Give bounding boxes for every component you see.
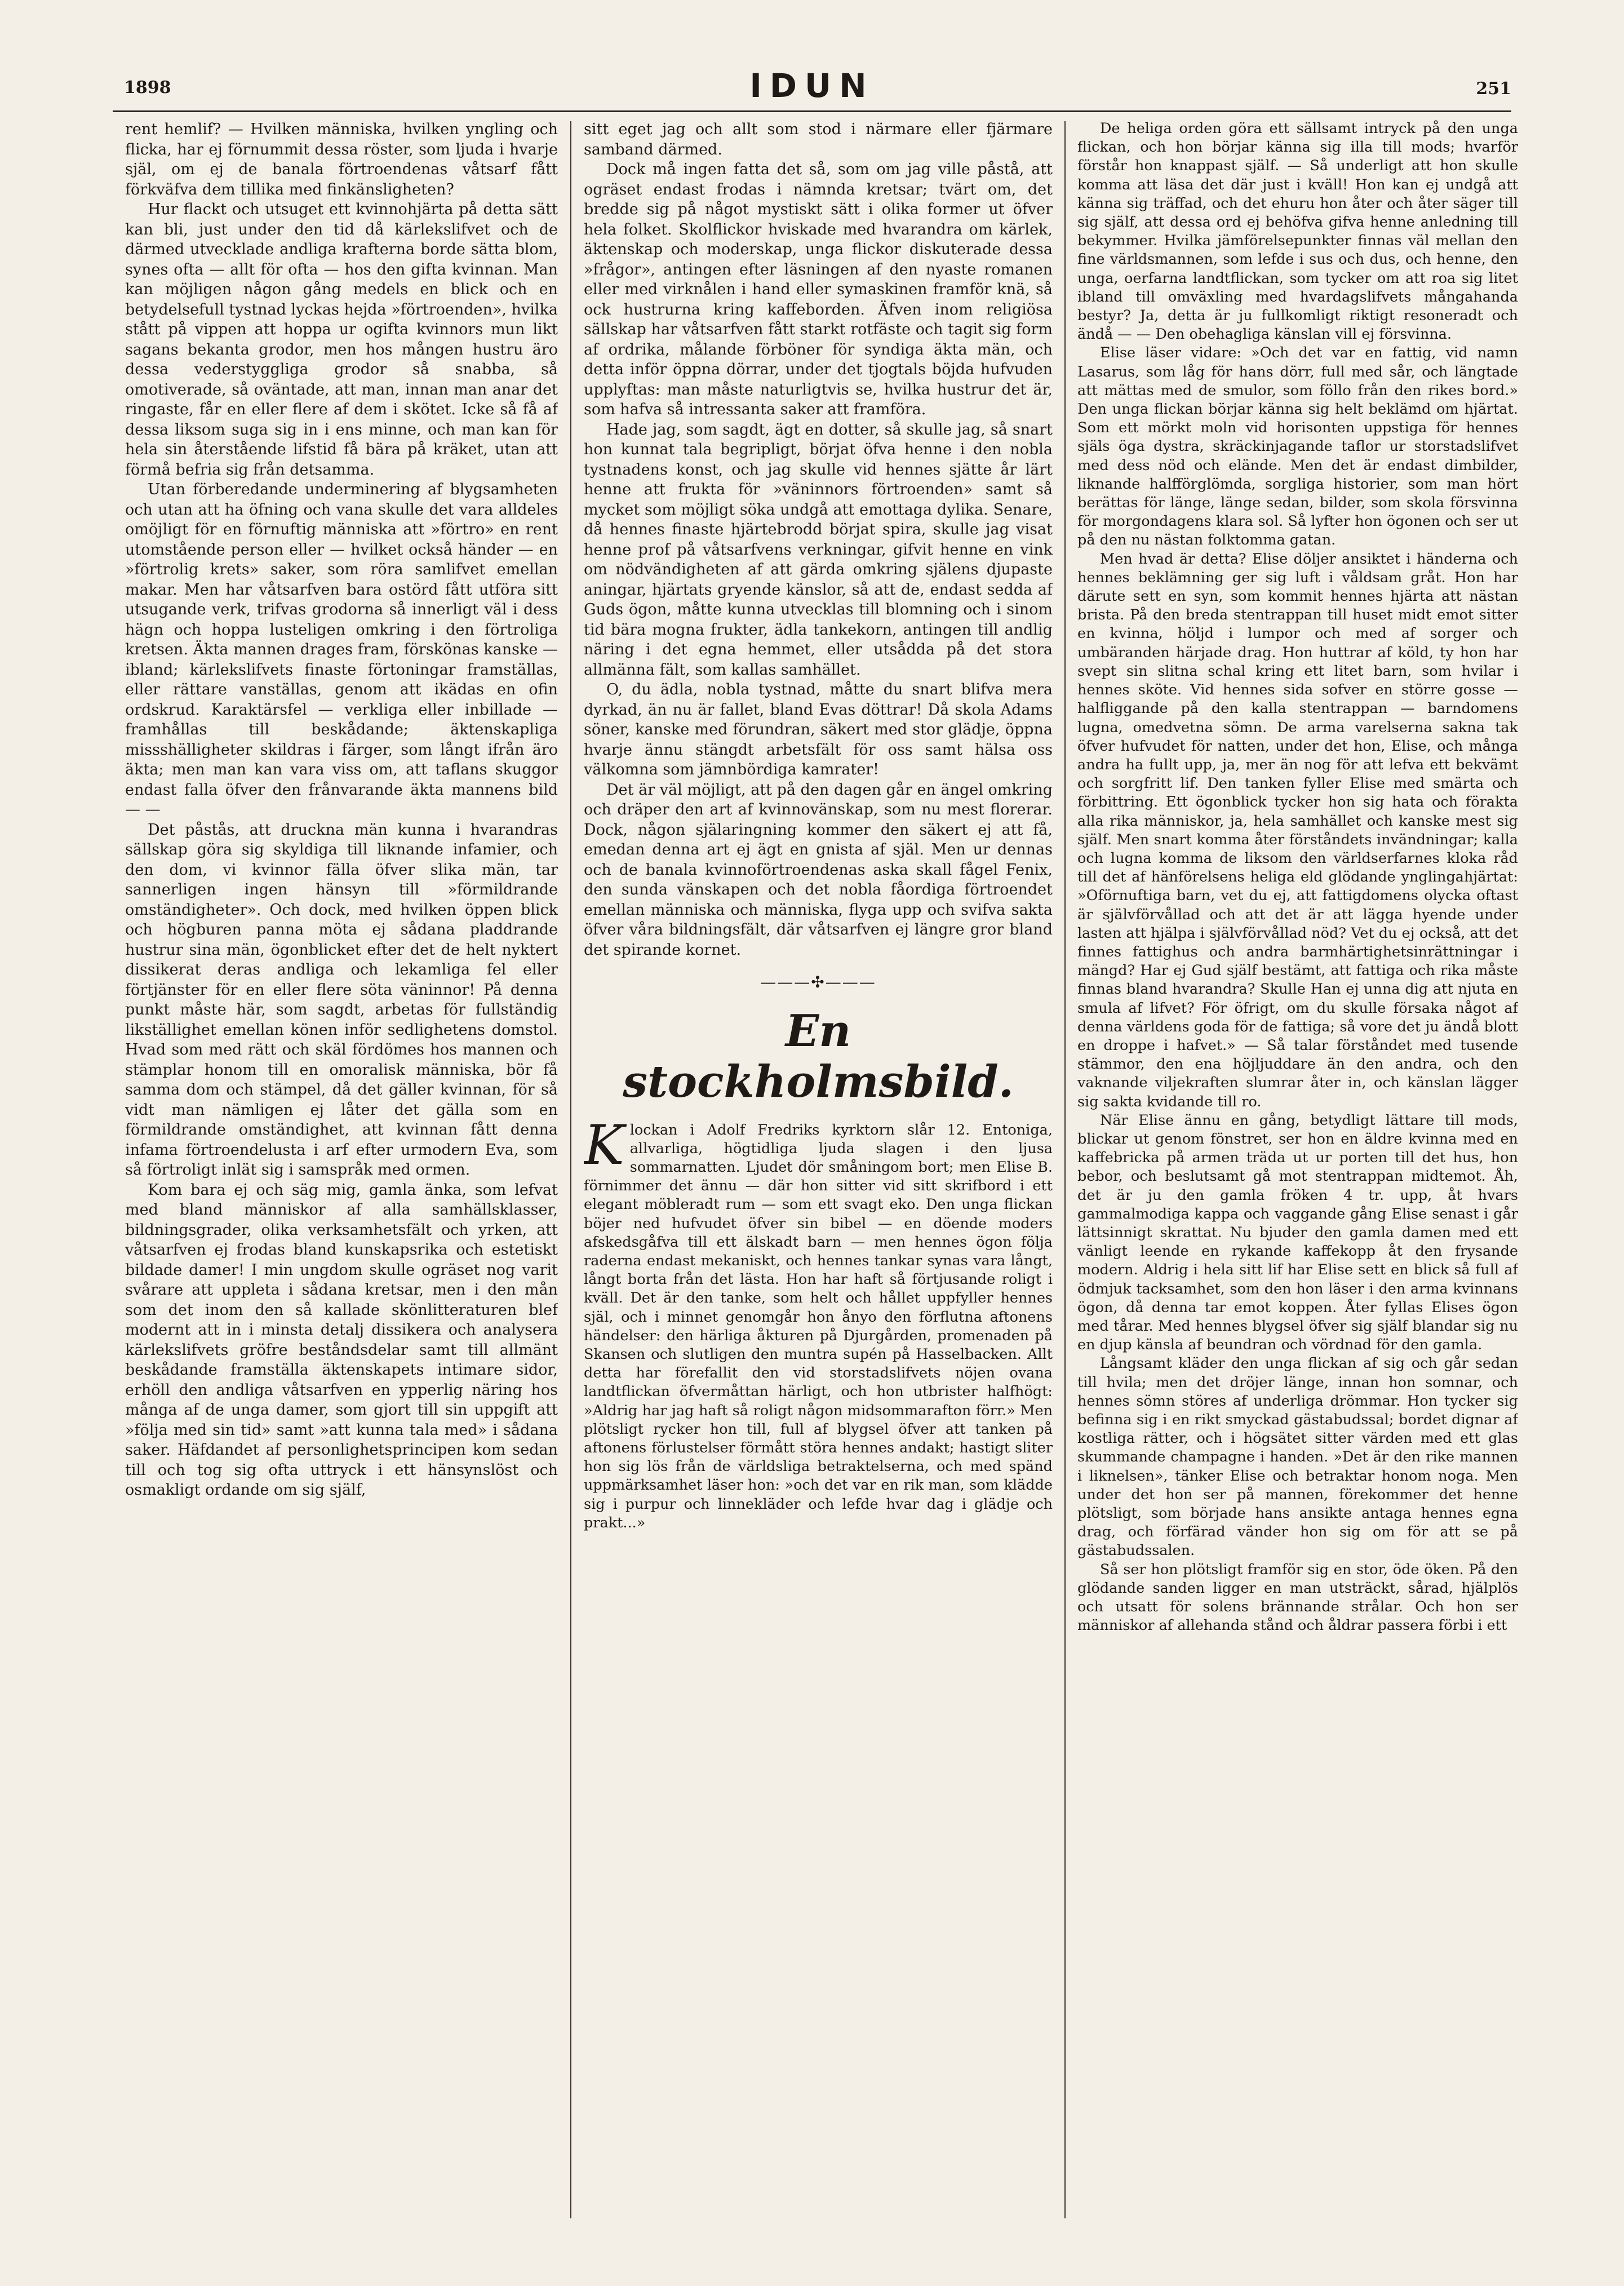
paragraph: O, du ädla, nobla tystnad, måtte du snart blifva mera dyrkad, än nu är fallet, bland Evas döttrar! Då skola Adams söner, kanske med förundran, säkert med stor glädje, öppna hvarje ännu stängdt arbetsfält för oss samt hälsa oss välkomna som jämnbördiga kamrater! bbox=[584, 681, 1053, 778]
issue-year: 1898 bbox=[124, 78, 171, 98]
paragraph: Det påstås, att druckna män kunna i hvarandras sällskap göra sig skyldiga till liknande infamier, och den dom, vi kvinnor fälla öfver slika män, tar sannerligen ingen hänsyn till »förmildrande omständigheter». Och dock, med hvilken öppen blick och högburen panna möta ej sådana pladdrande hustrur sina män, ögonblicket efter det de helt nyktert dissikerat deras andliga och lekamliga fel eller förtjänster för en eller flere söta väninnor! På denna punkt måste här, som sagdt, arbetas för fullständig likställighet emellan könen inför sedlighetens domstol. Hvad som med rätt och skäl fördömes hos mannen och stämplar honom till en omoralisk människa, bör få samma dom och stämpel, då det gäller kvinnan, för så vidt man nämligen ej låter det gälla som en förmildrande omständighet, att kvinnan fått denna infama förtroendelusta i arf efter urmodern Eva, som så förtroligt inlät sig i samspråk med ormen. bbox=[125, 821, 558, 1179]
paragraph: När Elise ännu en gång, betydligt lättare till mods, blickar ut genom fönstret, ser hon en äldre kvinna med en kaffebricka på armen träda ut ur porten till det hus, hon bebor, och beslutsamt gå mot stentrappan midtemot. Åh, det är ju den gamla fröken 4 tr. upp, åt hvars gammalmodiga kappa och vaggande gång Elise senast i går lättsinnigt skrattat. Nu bjuder den gamla damen med ett vänligt leende en rykande kaffekopp åt den frysande modern. Aldrig i hela sitt lif har Elise sett en blick så full af ödmjuk tacksamhet, som den hon läser i den arma kvinnans ögon, då denna tar emot koppen. Åter fyllas Elises ögon med tårar. Med hennes blygsel öfver sig själf blandar sig nu en djup känsla af beundran och vördnad för den gamla. bbox=[1077, 1111, 1518, 1354]
paragraph: Kom bara ej och säg mig, gamla änka, som lefvat med bland människor af alla samhällsklasser, bildningsgrader, olika verksamhetsfält och yrken, att våtsarfven ej frodas bland kunskapsrika och estetiskt bildade damer! I min ungdom skulle ogräset nog varit svårare att uppleta i sådana kretsar, men i den mån som det inom den så kallade skönlitteraturen blef modernt att in i minsta detalj dissikera och analysera kärlekslifvets gröfre beståndsdelar samt till allmänt beskådande framställa äktenskapets intimare sidor, erhöll den andliga våtsarfven en ypperlig näring hos många af de unga damer, som gjort till sin uppgift att »följa med sin tid» samt »att kunna tala med» i sådana saker. Häfdandet af personlighetsprincipen kom sedan till och tog sig ofta uttryck i ett hänsynslöst och osmakligt ordande om sig själf, bbox=[125, 1181, 558, 1499]
article-body bbox=[584, 1113, 1053, 1532]
paragraph: Men hvad är detta? Elise döljer ansiktet i händerna och hennes beklämning ger sig luft i våldsam gråt. Hon har därute sett en syn, som kommit hennes hjärta att nästan brista. På den breda stentrappan till huset midt emot sitter en kvinna, höljd i lumpor och med af sorger och umbäranden härjade drag. Hon huttrar af köld, ty hon har svept sin slitna schal kring ett litet barn, som hvilar i hennes sköte. Vid hennes sida sofver en större gosse — halfliggande på den kalla stentrappan — barndomens lugna, omedvetna sömn. De arma varelserna sakna tak öfver hufvudet för natten, under det hon, Elise, och många andra ha fullt upp, ja, mer än nog för att lefva ett bekvämt och sorgfritt lif. Den tanken fyller Elise med smärta och förbittring. Ett ögonblick tycker hon sig hata och förakta alla rika människor, ja, hela samhället och kanske mest sig själf. Men snart komma åter förståndets invändningar; kalla och lugna komma de liksom den världserfarnes kloka råd till det af hänförelsens heliga eld glödande ynglingahjärtat: »Oförnuftiga barn, vet du ej, att fattigdomens olycka oftast är självförvållad och att det är att lägga hyende under lasten att hjälpa i självförvållad nöd? Vet du ej också, att det finnes fattighus och andra barmhärtighetsinrättningar i mängd? Har ej Gud själf bestämt, att fattiga och rika måste finnas bland hvarandra? Skulle Han ej unna dig att njuta en smula af lifvet? För öfrigt, om du skulle försaka något af denna världens goda för de fattiga; så vore det ju ändå blott en droppe i hafvet.» — Så talar förståndet med tusende stämmor, den ena höjljuddare än den andra, och den vaknande viljekraften slumrar åter in, och känslan lägger sig sakta kvidande till ro. bbox=[1077, 550, 1518, 1110]
paragraph: Hur flackt och utsuget ett kvinnohjärta på detta sätt kan bli, just under den tid då kärlekslifvet och de därmed utvecklade andliga krafterna borde sätta blom, synes ofta — allt för ofta — hos den gifta kvinnan. Man kan möjligen någon gång medels en blick och en betydelsefull tystnad lyckas hejda »förtroenden», hvilka stått på vippen att hoppa ur ogifta kvinnors mun likt sagans bekanta grodor, men hos mången hustru äro dessa vederstyggliga grodor så snabba, så omotiverade, så oväntade, att man, innan man anar det ringaste, får en eller flere af dem i skötet. Icke så få af dessa liksom suga sig in i ens minne, och man kan för hela sin återstående lifstid få bära på kräket, utan att förmå befria sig från detsamma. bbox=[125, 201, 558, 479]
masthead-title: IDUN bbox=[749, 67, 875, 105]
page-number: 251 bbox=[1476, 79, 1511, 99]
article-lead-paragraph bbox=[584, 1113, 1053, 1532]
page-header bbox=[90, 67, 1534, 112]
paragraph: Så ser hon plötsligt framför sig en stor, öde öken. På den glödande sanden ligger en man utsträckt, sårad, hjälplös och utsatt för solens brännande strålar. Och hon ser människor af allehanda stånd och åldrar passera förbi i ett bbox=[1077, 1561, 1518, 1634]
paragraph: Det är väl möjligt, att på den dagen går en ängel omkring och dräper den art af kvinnovänskap, som nu mest florerar. Dock, någon själaringning kommer den säkert ej att få, emedan denna art ej ägt en gnista af själ. Men ur dennas och de banala kvinnoförtroendenas aska skall fågel Fenix, den sunda vänskapen och det nobla fåordiga förtroendet emellan människa och människa, flyga upp och svifva sakta öfver våra bildningsfält, där våtsarfven ej längre gror bland det spirande kornet. bbox=[584, 781, 1053, 959]
column-divider-2 bbox=[1064, 121, 1066, 2218]
column-1 bbox=[125, 119, 558, 2207]
paragraph: rent hemlif? — Hvilken människa, hvilken yngling och flicka, har ej förnummit dessa röster, som ljuda i hvarje själ, om ej de banala förtroendenas våtsarf fått förkväfva dem tillika med finkänsligheten? bbox=[125, 121, 558, 198]
header-rule bbox=[113, 110, 1511, 112]
drop-cap: K bbox=[584, 1113, 624, 1177]
paragraph: Hade jag, som sagdt, ägt en dotter, så skulle jag, så snart hon kunnat tala begripligt, börjat öfva henne i den nobla tystnadens konst, och jag skulle vid hennes sjätte år lärt henne att frukta för »väninnors förtroenden» samt så mycket som möjligt söka undgå att emottaga dylika. Senare, då hennes finaste hjärtebrodd börjat spira, skulle jag visat henne prof på våtsarfvens verkningar, gifvit henne en vink om nödvändigheten af att gärda omkring själens djupaste aningar, hjärtats gryende känslor, så att de, endast sedda af Guds ögon, måtte kunna utvecklas till blomning och i sinom tid bära mogna frukter, ädla tankekorn, antingen till andlig näring i det egna hemmet, eller utsådda på det stora allmänna fält, som kallas samhället. bbox=[584, 420, 1053, 679]
paragraph: sitt eget jag och allt som stod i närmare eller fjärmare samband därmed. bbox=[584, 121, 1053, 158]
section-divider: ———✣——— bbox=[760, 973, 876, 991]
article-text: lockan i Adolf Fredriks kyrktorn slår 12. Entoniga, allvarliga, högtidliga ljuda slagen i den ljusa sommarnatten. Ljudet dör småningom bort; men Elise B. förnimmer det ännu — där hon sitter vid sitt skrifbord i ett elegant möbleradt rum — som ett svagt eko. Den unga flickan böjer ned hufvudet öfver sin bibel — en döende moders afskedsgåfva till ett älskadt barn — men hennes ögon följa raderna endast mekaniskt, och hennes tankar synas vara långt, långt borta från det lästa. Hon har haft så förtjusande roligt i kväll. Det är den tanke, som helt och hållet uppfyller hennes själ, och i minnet genomgår hon ånyo den förflutna aftonens händelser: den härliga åkturen på Djurgården, promenaden på Skansen och slutligen den muntra supén på Hasselbacken. Allt detta har förefallit den vid storstadslifvets nöjen ovana landtflickan öfvermåttan härligt, och hon utbrister halfhögt: »Aldrig har jag haft så roligt någon midsommarafton förr.» Men plötsligt rycker hon till, full af blygsel öfver att tanken på aftonens förlustelser förmått störa hennes andakt; hastigt sliter hon sig lös från de världsliga betraktelserna, och med spänd uppmärksamhet läser hon: »och det var en rik man, som klädde sig i purpur och linnekläder och lefde hvar dag i glädje och prakt...» bbox=[584, 1121, 1053, 1531]
column-2 bbox=[584, 119, 1053, 2207]
column-3 bbox=[1077, 119, 1518, 2207]
article-title: En stockholmsbild. bbox=[623, 1005, 1014, 1107]
column-divider-1 bbox=[570, 121, 571, 2218]
paragraph: De heliga orden göra ett sällsamt intryck på den unga flickan, och hon börjar känna sig illa till mods; hvarför förstår hon knappast själf. — Så underligt att hon skulle komma att läsa det där just i kväll! Hon kan ej undgå att känna sig träffad, och det ehuru hon åter och åter säger till sig själf, att dessa ord ej behöfva gifva henne anledning till bekymmer. Hvilka jämförelsepunkter finnas väl mellan den fine världsmannen, som lefde i sus och dus, och henne, den unga, oerfarna landtflickan, som tycker om att roa sig litet ibland till omväxling med hvardagslifvets mångahanda bestyr? Ja, detta är ju fullkomligt riktigt resoneradt och ändå — — Den obehagliga känslan vill ej försvinna. bbox=[1077, 120, 1518, 343]
paragraph: Långsamt kläder den unga flickan af sig och går sedan till hvila; men det dröjer länge, innan hon somnar, och hennes sömn störes af underliga drömmar. Hon tycker sig befinna sig i en rikt smyckad gästabudssal; bordet dignar af kostliga rätter, och i högsätet sitter värden med ett glas skummande champagne i handen. »Det är den rike mannen i liknelsen», tänker Elise och betraktar honom noga. Men under det hon ser på mannen, förekommer det henne plötsligt, som började hans ansikte antaga hennes egna drag, och förfärad vänder hon sig om för att se på gästabudssalen. bbox=[1077, 1355, 1518, 1560]
paragraph: Elise läser vidare: »Och det var en fattig, vid namn Lasarus, som låg för hans dörr, full med sår, och längtade att mättas med de smulor, som föllo från den rikes bord.» Den unga flickan börjar känna sig helt beklämd om hjärtat. Som ett mörkt moln vid horisonten uppstiga för hennes själs öga dystra, skräckinjagande taflor ur storstadslifvet med dess nöd och elände. Men det är endast dimbilder, liknande halfförglömda, sorgliga historier, som man hört berättas för länge, länge sedan, bilder, som skola försvinna för morgondagens klara sol. Så lyfter hon ögonen och ser ut på den nu nästan folktomma gatan. bbox=[1077, 344, 1518, 549]
paragraph: Utan förberedande underminering af blygsamheten och utan att ha öfning och vana skulle det vara alldeles omöjligt för en förnuftig människa att »förtro» en rent utomstående person eller — hvilket också händer — en »förtrolig krets» saker, som röra samlifvet emellan makar. Men har våtsarfven bara ostörd fått utföra sitt utsugande verk, trifvas grodorna så innerligt väl i dess hägn och hoppa lusteligen omkring i den förtroliga kretsen. Äkta mannen drages fram, förskönas kanske — ibland; kärlekslifvets finaste förtoningar framställas, eller rättare vanställas, genom att ikädas en ofin ordskrud. Karaktärsfel — verkliga eller inbillade — framhållas till beskådande; äktenskapliga missshälligheter skildras i färger, som långt ifrån äro äkta; men man kan vara viss om, att taflans skuggor endast falla öfver den frånvarande äkta mannens bild — — bbox=[125, 481, 558, 818]
paragraph: Dock må ingen fatta det så, som om jag ville påstå, att ogräset endast frodas i nämnda kretsar; tvärt om, det bredde sig på något mystiskt sätt i olika former ut öfver hela folket. Skolflickor hviskade med hvarandra om kärlek, äktenskap och moderskap, unga flickor diskuterade dessa »frågor», antingen efter läsningen af den nyaste romanen eller med virknålen i hand eller symaskinen framför knä, så ock hustrurna kring kaffeborden. Äfven inom religiösa sällskap har våtsarfven fått starkt rotfäste och tagit sig form af ordrika, målande förböner för syndiga äkta män, och detta inför öppna dörrar, under det tjogtals böjda hufvuden upplyftas: man måste naturligtvis se, hvilka hustrur det är, som hafva så intressanta saker att framföra. bbox=[584, 161, 1053, 418]
